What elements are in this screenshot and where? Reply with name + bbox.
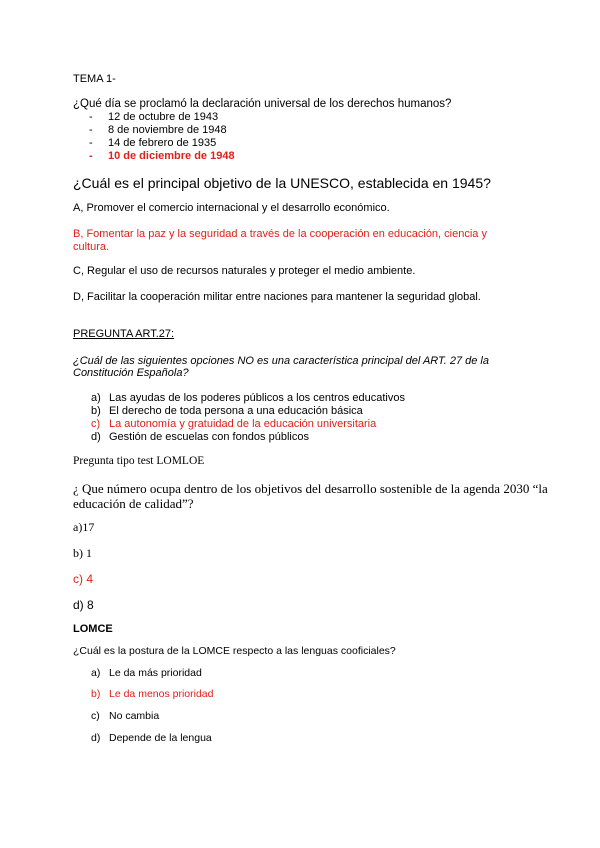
option-text: Gestión de escuelas con fondos públicos [109, 431, 309, 443]
list-marker: - [89, 150, 93, 162]
question-unesco: ¿Cuál es el principal objetivo de la UNESCO, establecida en 1945? [73, 175, 491, 191]
option-text: 12 de octubre de 1943 [108, 111, 219, 123]
option-d: D, Facilitar la cooperación militar entre naciones para mantener la seguridad global. [73, 291, 481, 303]
option-a: a)17 [73, 520, 95, 534]
list-marker: - [89, 137, 93, 149]
option-text-correct: La autonomía y gratuidad de la educación universitaria [109, 418, 377, 430]
list-marker: - [89, 111, 93, 123]
option-c-correct: c) 4 [73, 572, 94, 586]
option-b: b) 1 [73, 546, 92, 560]
question-lomloe: ¿ Que número ocupa dentro de los objetivos del desarrollo sostenible de la agenda 2030 “la [73, 481, 548, 496]
option-text-correct: Le da menos prioridad [109, 688, 214, 700]
option-text-correct: 10 de diciembre de 1948 [108, 150, 235, 162]
option-text: Le da más prioridad [109, 667, 202, 679]
question-derechos-humanos: ¿Qué día se proclamó la declaración universal de los derechos humanos? [73, 98, 452, 110]
option-b-correct: B, Fomentar la paz y la seguridad a través de la cooperación en educación, ciencia y [73, 228, 487, 240]
option-c: C, Regular el uso de recursos naturales y proteger el medio ambiente. [73, 265, 416, 277]
section-title-lomloe: Pregunta tipo test LOMLOE [73, 455, 205, 467]
question-lomce: ¿Cuál es la postura de la LOMCE respecto a las lenguas cooficiales? [73, 645, 396, 657]
option-text: Depende de la lengua [109, 732, 212, 744]
section-title-lomce: LOMCE [73, 623, 113, 635]
list-marker: a) [91, 392, 101, 404]
option-text: 8 de noviembre de 1948 [108, 124, 227, 136]
list-marker: a) [91, 667, 101, 679]
list-marker: c) [91, 418, 101, 430]
list-marker: c) [91, 710, 100, 722]
option-text: No cambia [109, 710, 160, 722]
option-d: d) 8 [73, 598, 94, 612]
list-marker: d) [91, 431, 101, 443]
question-art27: ¿Cuál de las siguientes opciones NO es una característica principal del ART. 27 de la [73, 355, 489, 367]
question-lomloe-continued: educación de calidad”? [73, 496, 194, 511]
section-title-tema: TEMA 1- [73, 73, 116, 85]
option-b-correct-continued: cultura. [73, 241, 110, 253]
list-marker: b) [91, 688, 101, 700]
option-text: Las ayudas de los poderes públicos a los centros educativos [109, 392, 405, 404]
question-art27-continued: Constitución Española? [73, 367, 189, 379]
section-title-art27: PREGUNTA ART.27: [73, 328, 175, 340]
option-text: El derecho de toda persona a una educación básica [109, 405, 363, 417]
option-a: A, Promover el comercio internacional y el desarrollo económico. [73, 202, 390, 214]
list-marker: - [89, 124, 93, 136]
option-text: 14 de febrero de 1935 [108, 137, 217, 149]
list-marker: b) [91, 405, 101, 417]
list-marker: d) [91, 732, 101, 744]
